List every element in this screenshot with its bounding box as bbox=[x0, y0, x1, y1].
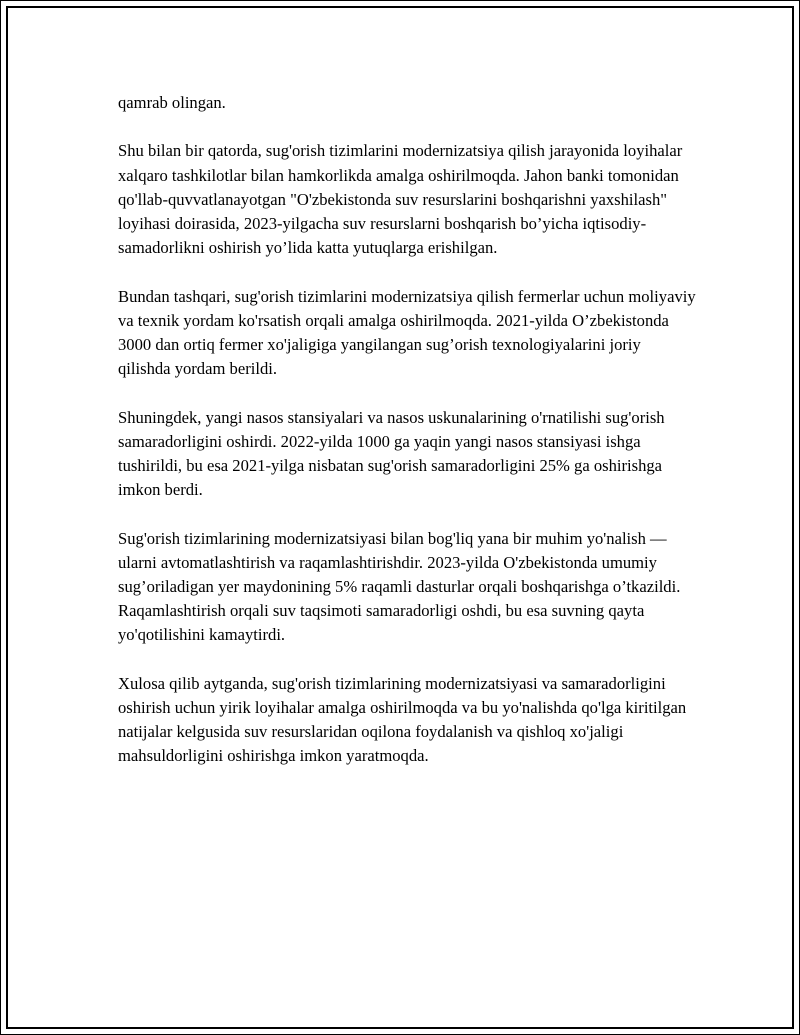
document-body bbox=[118, 91, 696, 793]
paragraph-4: Shuningdek, yangi nasos stansiyalari va nasos uskunalarining o'rnatilishi sug'orish samaradorligini oshirdi. 2022-yilda 1000 ga yaqin yangi nasos stansiyasi ishga tushirildi, bu esa 2021-yilga nisbatan sug'orish samaradorligini 25% ga oshirishga imkon berdi. bbox=[118, 407, 665, 500]
paragraph-6: Xulosa qilib aytganda, sug'orish tizimlarining modernizatsiyasi va samaradorligini oshirish uchun yirik loyihalar amalga oshirilmoqda va bu yo'nalishda qo'lga kiritilgan natijalar kelgusida suv resurslaridan oqilona foydalanish va qishloq xo'jaligi mahsuldorligini oshirishga imkon yaratmoqda. bbox=[118, 673, 687, 766]
paragraph-2: Shu bilan bir qatorda, sug'orish tizimlarini modernizatsiya qilish jarayonida loyihalar xalqaro tashkilotlar bilan hamkorlikda amalga oshirilmoqda. Jahon banki tomonidan qo'llab-quvvatlanayotgan "O'zbekistonda suv resurslarini boshqarishni yaxshilash" loyihasi doirasida, 2023-yilgacha suv resurslarni boshqarish bo’yicha iqtisodiy-samadorlikni oshirish yo’lida katta yutuqlarga erishilgan. bbox=[118, 141, 683, 258]
paragraph-1: qamrab olingan. bbox=[118, 93, 226, 112]
paragraph-5: Sug'orish tizimlarining modernizatsiyasi bilan bog'liq yana bir muhim yo'nalish — ularni avtomatlashtirish va raqamlashtirishdir. 2023-yilda O'zbekistonda umumiy sug’oriladigan yer maydonining 5% raqamli dasturlar orqali boshqarishga o’tkazildi. Raqamlashtirish orqali suv taqsimoti samaradorligi oshdi, bu esa suvning qayta yo'qotilishini kamaytirdi. bbox=[118, 528, 681, 645]
paragraph-3: Bundan tashqari, sug'orish tizimlarini modernizatsiya qilish fermerlar uchun moliyaviy va texnik yordam ko'rsatish orqali amalga oshirilmoqda. 2021-yilda O’zbekistonda 3000 dan ortiq fermer xo'jaligiga yangilangan sug’orish texnologiyalarini joriy qilishda yordam berildi. bbox=[118, 286, 696, 379]
